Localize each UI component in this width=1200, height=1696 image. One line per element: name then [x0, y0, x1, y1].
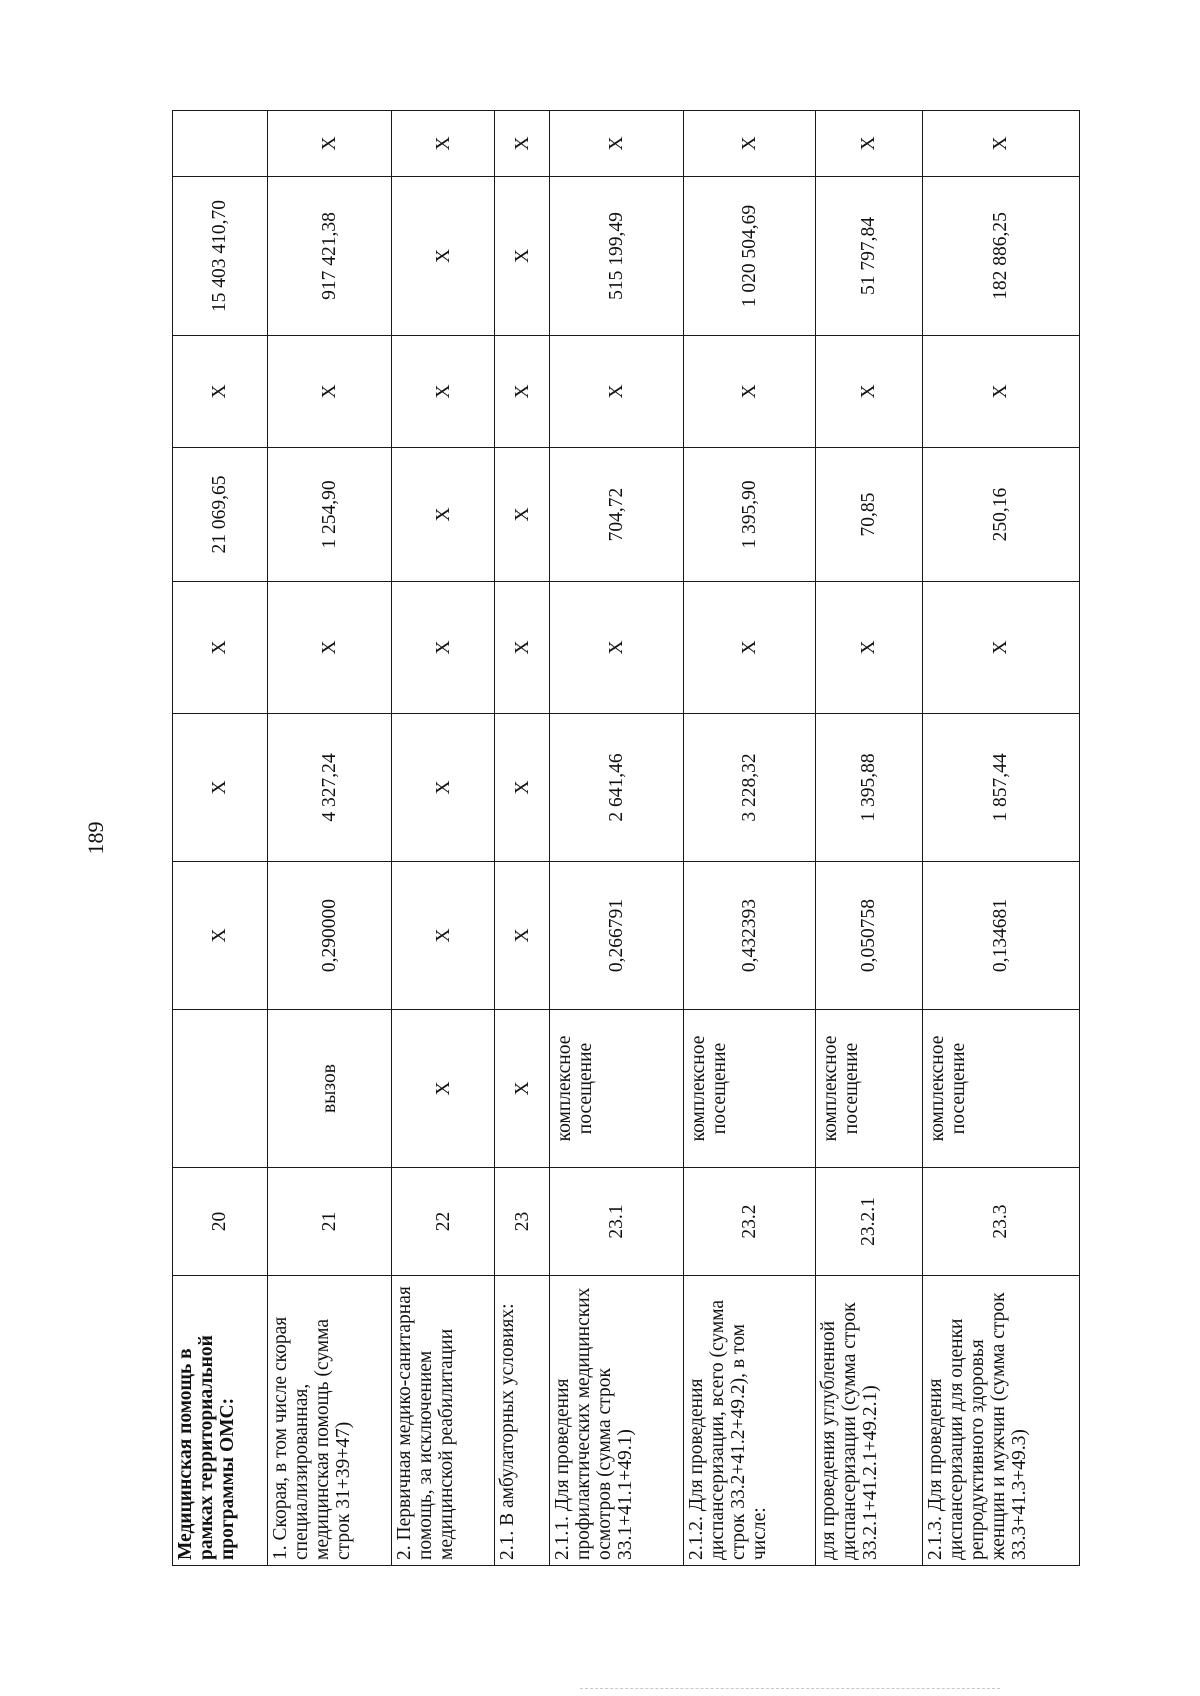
row-name-cell: 2.1. В амбулаторных условиях: — [495, 1276, 550, 1566]
unit-cell: комплексное посещение — [923, 1010, 1080, 1168]
rotated-table-container — [172, 111, 1080, 1566]
value-cell: X — [495, 111, 550, 177]
value-cell: X — [173, 582, 268, 714]
row-name-cell: 2. Первичная медико-санитарная помощь, за исключением медицинской реабилитации — [392, 1276, 495, 1566]
value-cell: X — [816, 336, 923, 448]
row-name-cell: 2.1.2. Для проведения диспансеризации, всего (сумма строк 33.2+41.2+49.2), в том числе: — [683, 1276, 815, 1566]
value-cell: 0,134681 — [923, 862, 1080, 1010]
value-cell: 3 228,32 — [683, 714, 815, 862]
value-cell: X — [923, 582, 1080, 714]
value-cell: X — [550, 336, 684, 448]
value-cell: X — [267, 336, 391, 448]
value-cell: X — [392, 336, 495, 448]
unit-cell: X — [495, 1010, 550, 1168]
value-cell: X — [550, 111, 684, 177]
value-cell: 1 254,90 — [267, 448, 391, 582]
row-name-cell: Медицинская помощь в рамках территориальной программы ОМС: — [173, 1276, 268, 1566]
value-cell: X — [392, 448, 495, 582]
value-cell: X — [495, 448, 550, 582]
row-number-cell: 23 — [495, 1168, 550, 1276]
value-cell: 917 421,38 — [267, 177, 391, 336]
value-cell: X — [173, 862, 268, 1010]
row-number-cell: 23.2 — [683, 1168, 815, 1276]
table-row — [495, 111, 550, 1566]
row-number-cell: 23.2.1 — [816, 1168, 923, 1276]
value-cell: 0,432393 — [683, 862, 815, 1010]
value-cell: 15 403 410,70 — [173, 177, 268, 336]
value-cell: X — [392, 177, 495, 336]
value-cell: X — [392, 714, 495, 862]
unit-cell: X — [392, 1010, 495, 1168]
table-row — [816, 111, 923, 1566]
value-cell: X — [267, 582, 391, 714]
value-cell: X — [173, 336, 268, 448]
row-name-cell: для проведения углубленной диспансеризации (сумма строк 33.2.1+41.2.1+49.2.1) — [816, 1276, 923, 1566]
value-cell: X — [495, 177, 550, 336]
value-cell: 70,85 — [816, 448, 923, 582]
value-cell: X — [392, 862, 495, 1010]
value-cell: 4 327,24 — [267, 714, 391, 862]
value-cell: 0,266791 — [550, 862, 684, 1010]
value-cell: X — [173, 714, 268, 862]
scan-edge-line — [580, 1688, 1000, 1689]
value-cell: X — [683, 111, 815, 177]
row-number-cell: 20 — [173, 1168, 268, 1276]
value-cell: 1 395,88 — [816, 714, 923, 862]
value-cell — [173, 111, 268, 177]
row-number-cell: 21 — [267, 1168, 391, 1276]
table-row — [173, 111, 268, 1566]
value-cell: X — [550, 582, 684, 714]
row-number-cell: 22 — [392, 1168, 495, 1276]
value-cell: X — [495, 862, 550, 1010]
row-number-cell: 23.1 — [550, 1168, 684, 1276]
value-cell: 0,290000 — [267, 862, 391, 1010]
value-cell: 250,16 — [923, 448, 1080, 582]
value-cell: X — [816, 582, 923, 714]
value-cell: 2 641,46 — [550, 714, 684, 862]
value-cell: 51 797,84 — [816, 177, 923, 336]
data-table — [172, 110, 1080, 1566]
table-row — [550, 111, 684, 1566]
table-row — [923, 111, 1080, 1566]
value-cell: X — [683, 582, 815, 714]
value-cell: X — [495, 582, 550, 714]
value-cell: X — [923, 111, 1080, 177]
value-cell: X — [267, 111, 391, 177]
row-name-cell: 2.1.3. Для проведения диспансеризации для оценки репродуктивного здоровья женщин и мужчин (сумма строк 33.3+41.3+49.3) — [923, 1276, 1080, 1566]
value-cell: 1 020 504,69 — [683, 177, 815, 336]
row-name-cell: 2.1.1. Для проведения профилактических медицинских осмотров (сумма строк 33.1+41.1+49.1) — [550, 1276, 684, 1566]
value-cell: 704,72 — [550, 448, 684, 582]
value-cell: X — [816, 111, 923, 177]
value-cell: X — [683, 336, 815, 448]
table-row — [683, 111, 815, 1566]
unit-cell: комплексное посещение — [816, 1010, 923, 1168]
page-number-text: 189 — [83, 821, 108, 855]
value-cell: 515 199,49 — [550, 177, 684, 336]
unit-cell: комплексное посещение — [683, 1010, 815, 1168]
value-cell: 182 886,25 — [923, 177, 1080, 336]
table-row — [267, 111, 391, 1566]
value-cell: X — [923, 336, 1080, 448]
value-cell: 0,050758 — [816, 862, 923, 1010]
table-row — [392, 111, 495, 1566]
row-number-cell: 23.3 — [923, 1168, 1080, 1276]
row-name-cell: 1. Скорая, в том числе скорая специализированная, медицинская помощь (сумма строк 31+39+47) — [267, 1276, 391, 1566]
value-cell: 1 395,90 — [683, 448, 815, 582]
value-cell: X — [495, 714, 550, 862]
value-cell: X — [392, 582, 495, 714]
value-cell: X — [495, 336, 550, 448]
unit-cell — [173, 1010, 268, 1168]
value-cell: 21 069,65 — [173, 448, 268, 582]
value-cell: 1 857,44 — [923, 714, 1080, 862]
unit-cell: комплексное посещение — [550, 1010, 684, 1168]
value-cell: X — [392, 111, 495, 177]
unit-cell: вызов — [267, 1010, 391, 1168]
